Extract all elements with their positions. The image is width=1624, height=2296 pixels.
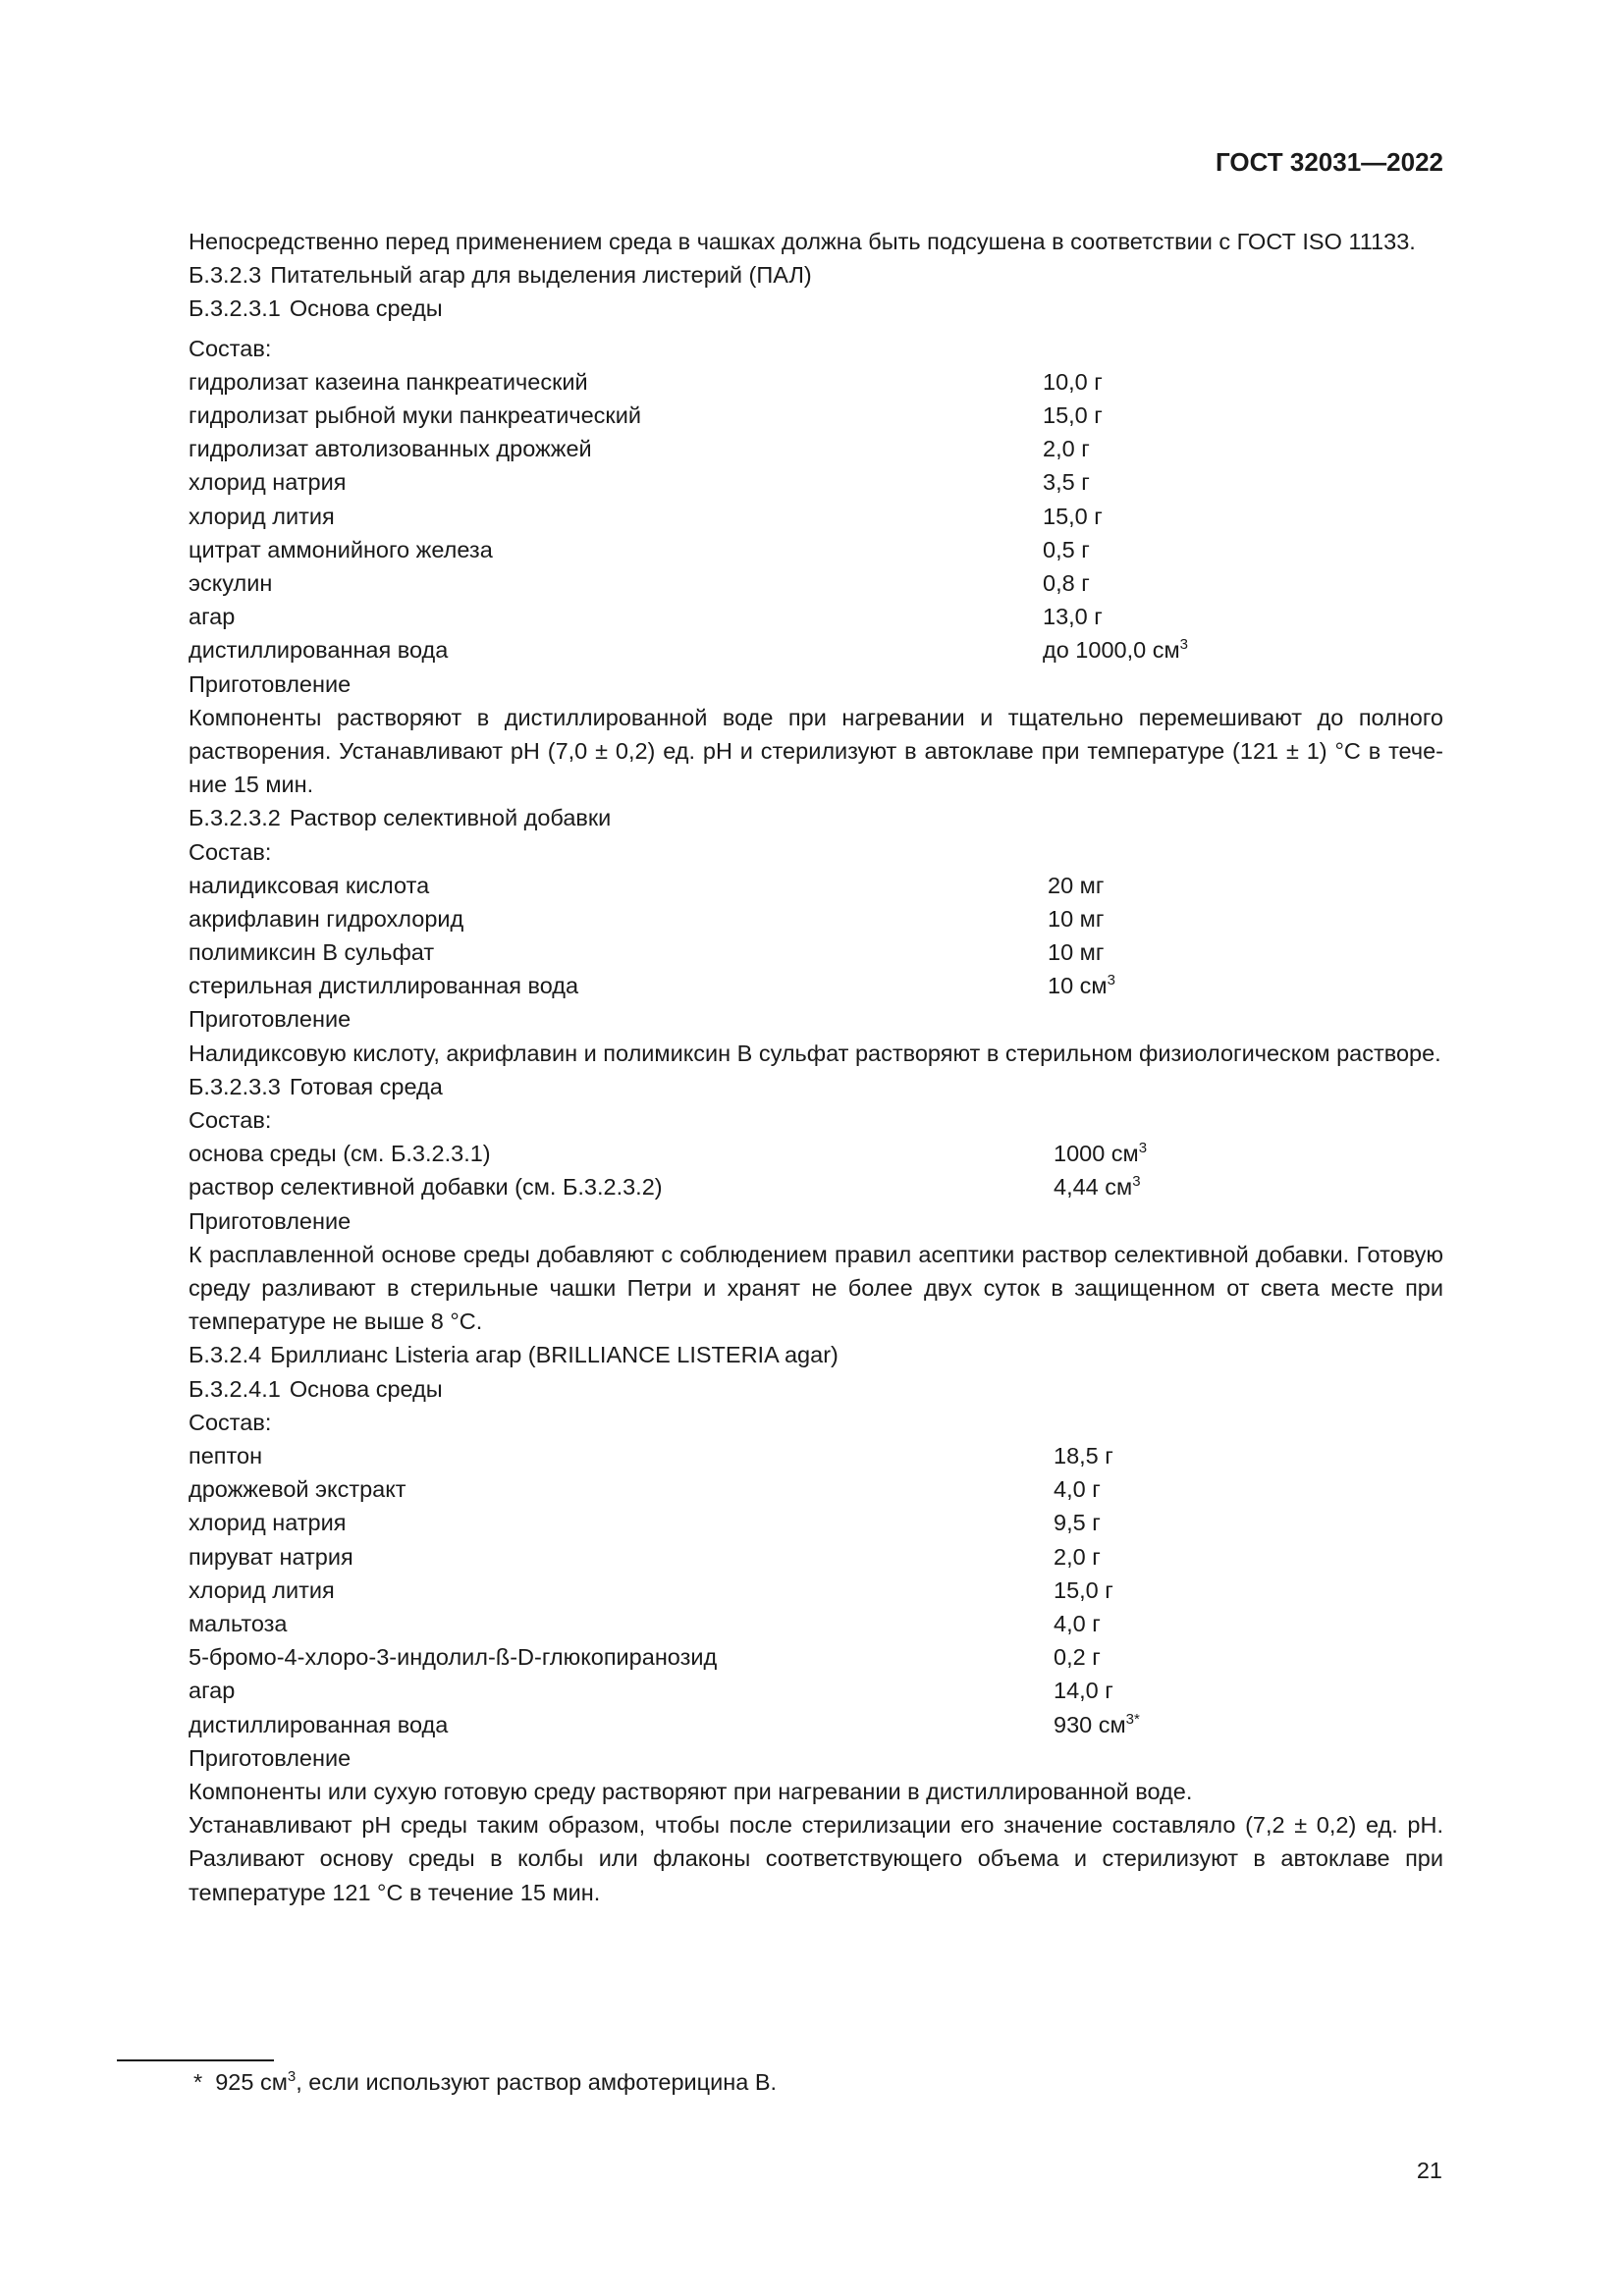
- ingredient-row: [118, 365, 1443, 399]
- ingredient-row: [118, 1472, 1443, 1506]
- amount-value: 930 см: [1054, 1711, 1126, 1737]
- ingredient-row: [118, 1674, 1443, 1707]
- dot-leader: [272, 566, 1043, 600]
- ingredient-name: цитрат аммонийного железа: [189, 536, 493, 562]
- ingredient-list: [118, 1137, 1443, 1203]
- ingredient-amount: [1043, 533, 1443, 566]
- ingredient-leader: [189, 1506, 1054, 1539]
- composition-label: Состав:: [189, 838, 272, 865]
- ingredient-leader: [189, 432, 1043, 465]
- amount-value: 0,2 г: [1054, 1644, 1101, 1671]
- ingredient-amount: [1043, 500, 1443, 533]
- ingredient-row: [118, 1506, 1443, 1539]
- amount-value: 18,5 г: [1054, 1443, 1113, 1469]
- ingredient-amount: [1054, 1607, 1443, 1640]
- amount-value: 15,0 г: [1054, 1576, 1113, 1603]
- dot-leader: [448, 633, 1043, 667]
- ingredient-list: [118, 1439, 1443, 1741]
- ingredient-amount: [1043, 566, 1443, 600]
- amount-superscript: 3: [1132, 1173, 1141, 1191]
- amount-value: 3,5 г: [1043, 469, 1090, 496]
- ingredient-row: [118, 902, 1443, 935]
- ingredient-amount: [1043, 432, 1443, 465]
- standard-number: ГОСТ 32031—2022: [1216, 147, 1443, 177]
- ingredient-row: [118, 533, 1443, 566]
- ingredient-amount: [1054, 1137, 1443, 1170]
- ingredient-name: полимиксин В сульфат: [189, 939, 435, 966]
- amount-superscript: 3: [1179, 636, 1188, 654]
- dot-leader: [493, 533, 1043, 566]
- subsection-title: Раствор селективной добавки: [289, 805, 612, 831]
- dot-leader: [491, 1137, 1054, 1170]
- ingredient-name: эскулин: [189, 569, 273, 596]
- ingredient-amount: [1054, 1439, 1443, 1472]
- ingredient-leader: [189, 566, 1043, 600]
- ingredient-name: хлорид натрия: [189, 469, 347, 496]
- ingredient-amount: [1043, 633, 1443, 667]
- ingredient-name: хлорид натрия: [189, 1510, 347, 1536]
- ingredient-name: раствор селективной добавки (см. Б.3.2.3.2): [189, 1174, 663, 1201]
- ingredient-leader: [189, 1540, 1054, 1574]
- ingredient-name: дрожжевой экстракт: [189, 1476, 406, 1503]
- subsection-title: Основа среды: [289, 1375, 443, 1402]
- subsection-number: Б.3.2.3.1: [189, 295, 281, 322]
- dot-leader: [346, 465, 1043, 499]
- section-number: Б.3.2.3: [189, 262, 262, 289]
- amount-value: 20 мг: [1048, 872, 1105, 898]
- preparation-text: Компоненты или сухую готовую среду растворяют при нагревании в дистиллированной воде.: [189, 1778, 1193, 1804]
- dot-leader: [578, 969, 1048, 1002]
- amount-superscript: 3: [1138, 1140, 1148, 1157]
- intro-paragraph: Непосредственно перед применением среда в чашках должна быть подсушена в соответствии с ГОСТ ISO 11133.: [189, 229, 1416, 254]
- amount-value: 4,0 г: [1054, 1476, 1101, 1503]
- ingredient-leader: [189, 1607, 1054, 1640]
- preparation-text: Компоненты растворяют в дистиллированной воде при нагревании и тщательно перемешивают до полного растворения. Устанавливают pH (7,0 ± 0,2) ед. pH и стерилизуют в автоклаве при температуре (121 ± 1) °С в тече-ние 15 мин.: [189, 704, 1443, 798]
- ingredient-row: [118, 465, 1443, 499]
- ingredient-row: [118, 566, 1443, 600]
- preparation-label: Приготовление: [189, 1744, 352, 1771]
- ingredient-list: [118, 869, 1443, 1003]
- ingredient-leader: [189, 600, 1043, 633]
- composition-label: Состав:: [189, 1107, 272, 1134]
- footnote-text: , если используют раствор амфотерицина В.: [296, 2069, 778, 2095]
- footnote-divider: [117, 2059, 274, 2061]
- ingredient-row: [118, 432, 1443, 465]
- ingredient-leader: [189, 1472, 1054, 1506]
- footnote-superscript: 3: [287, 2068, 297, 2085]
- section-title: Бриллианс Listeria агар (BRILLIANCE LISTERIA agar): [270, 1342, 839, 1368]
- ingredient-leader: [189, 1574, 1054, 1607]
- dot-leader: [717, 1640, 1054, 1674]
- amount-value: 10 см: [1048, 973, 1108, 999]
- footnote-marker: *: [193, 2069, 203, 2095]
- ingredient-amount: [1054, 1472, 1443, 1506]
- preparation-label: Приготовление: [189, 670, 352, 697]
- ingredient-name: гидролизат рыбной муки панкреатический: [189, 402, 641, 428]
- ingredient-amount: [1054, 1540, 1443, 1574]
- ingredient-row: [118, 600, 1443, 633]
- ingredient-row: [118, 1439, 1443, 1472]
- amount-value: 15,0 г: [1043, 402, 1103, 428]
- ingredient-row: [118, 1640, 1443, 1674]
- ingredient-leader: [189, 1439, 1054, 1472]
- ingredient-amount: [1048, 869, 1443, 902]
- amount-value: 2,0 г: [1043, 436, 1090, 462]
- ingredient-amount: [1043, 365, 1443, 399]
- subsection-heading: [118, 1372, 1443, 1406]
- ingredient-leader: [189, 969, 1048, 1002]
- ingredient-name: стерильная дистиллированная вода: [189, 973, 579, 999]
- amount-value: 9,5 г: [1054, 1510, 1101, 1536]
- subsection-number: Б.3.2.4.1: [189, 1375, 281, 1402]
- ingredient-name: основа среды (см. Б.3.2.3.1): [189, 1141, 491, 1167]
- ingredient-name: гидролизат казеина панкреатический: [189, 368, 588, 395]
- dot-leader: [641, 399, 1043, 432]
- amount-value: 10 мг: [1048, 905, 1105, 932]
- ingredient-row: [118, 1170, 1443, 1203]
- dot-leader: [235, 600, 1043, 633]
- ingredient-amount: [1043, 465, 1443, 499]
- ingredient-leader: [189, 1640, 1054, 1674]
- ingredient-leader: [189, 1708, 1054, 1741]
- preparation-text: К расплавленной основе среды добавляют с соблюдением правил асептики раствор селективной добавки. Готовую среду разливают в стерильные чашки Петри и хранят не более двух суток в защищенном от света месте при температуре не выше 8 °С.: [189, 1241, 1443, 1335]
- ingredient-leader: [189, 935, 1048, 969]
- ingredient-leader: [189, 1170, 1054, 1203]
- ingredient-name: налидиксовая кислота: [189, 872, 430, 898]
- ingredient-leader: [189, 1674, 1054, 1707]
- ingredient-leader: [189, 500, 1043, 533]
- ingredient-amount: [1054, 1506, 1443, 1539]
- subsection-heading: [118, 1070, 1443, 1103]
- amount-value: до 1000,0 см: [1043, 637, 1180, 664]
- ingredient-row: [118, 399, 1443, 432]
- dot-leader: [406, 1472, 1054, 1506]
- preparation-label: Приготовление: [189, 1207, 352, 1234]
- ingredient-row: [118, 1574, 1443, 1607]
- amount-value: 14,0 г: [1054, 1678, 1113, 1704]
- composition-label: Состав:: [189, 335, 272, 361]
- ingredient-name: акрифлавин гидрохлорид: [189, 905, 464, 932]
- amount-superscript: 3*: [1125, 1710, 1140, 1728]
- subsection-number: Б.3.2.3.3: [189, 1073, 281, 1099]
- page-number: 21: [1416, 2158, 1442, 2183]
- ingredient-amount: [1043, 399, 1443, 432]
- preparation-label: Приготовление: [189, 1006, 352, 1033]
- ingredient-row: [118, 1607, 1443, 1640]
- ingredient-row: [118, 633, 1443, 667]
- ingredient-amount: [1054, 1640, 1443, 1674]
- dot-leader: [346, 1506, 1054, 1539]
- subsection-number: Б.3.2.3.2: [189, 805, 281, 831]
- amount-value: 2,0 г: [1054, 1543, 1101, 1570]
- dot-leader: [588, 365, 1043, 399]
- dot-leader: [235, 1674, 1054, 1707]
- dot-leader: [353, 1540, 1054, 1574]
- dot-leader: [448, 1708, 1054, 1741]
- amount-value: 4,44 см: [1054, 1174, 1133, 1201]
- ingredient-name: пируват натрия: [189, 1543, 353, 1570]
- section-heading: [118, 1338, 1443, 1371]
- subsection-heading: [118, 292, 1443, 325]
- ingredient-amount: [1054, 1674, 1443, 1707]
- preparation-text: Устанавливают pH среды таким образом, чтобы после стерилизации его значение составляло (7,2 ± 0,2) ед. pH. Разливают основу среды в колбы или флаконы соответствующего объема и стерилизуют в автоклаве при температуре 121 °С в течение 15 мин.: [189, 1812, 1443, 1905]
- ingredient-row: [118, 1708, 1443, 1741]
- ingredient-row: [118, 869, 1443, 902]
- ingredient-name: агар: [189, 604, 236, 630]
- ingredient-amount: [1054, 1708, 1443, 1741]
- amount-value: 0,5 г: [1043, 536, 1090, 562]
- ingredient-name: 5-бромо-4-хлоро-3-индолил-ß-D-глюкопиранозид: [189, 1644, 718, 1671]
- ingredient-name: пептон: [189, 1443, 263, 1469]
- document-body: [118, 225, 1443, 1909]
- ingredient-leader: [189, 533, 1043, 566]
- dot-leader: [663, 1170, 1054, 1203]
- dot-leader: [429, 869, 1048, 902]
- section-number: Б.3.2.4: [189, 1342, 262, 1368]
- dot-leader: [262, 1439, 1054, 1472]
- dot-leader: [288, 1607, 1055, 1640]
- preparation-text: Налидиксовую кислоту, акрифлавин и полимиксин В сульфат растворяют в стерильном физиологическом растворе.: [189, 1040, 1441, 1066]
- ingredient-leader: [189, 1137, 1054, 1170]
- ingredient-leader: [189, 633, 1043, 667]
- ingredient-name: гидролизат автолизованных дрожжей: [189, 436, 592, 462]
- ingredient-row: [118, 500, 1443, 533]
- ingredient-row: [118, 1540, 1443, 1574]
- ingredient-amount: [1054, 1170, 1443, 1203]
- subsection-title: Готовая среда: [289, 1073, 443, 1099]
- amount-value: 0,8 г: [1043, 569, 1090, 596]
- section-title: Питательный агар для выделения листерий (ПАЛ): [270, 262, 812, 289]
- ingredient-amount: [1048, 969, 1443, 1002]
- section-heading: [118, 258, 1443, 292]
- amount-value: 10 мг: [1048, 939, 1105, 966]
- dot-leader: [592, 432, 1043, 465]
- composition-label: Состав:: [189, 1409, 272, 1435]
- ingredient-leader: [189, 365, 1043, 399]
- subsection-heading: [118, 801, 1443, 834]
- amount-value: 13,0 г: [1043, 604, 1103, 630]
- amount-value: 15,0 г: [1043, 503, 1103, 529]
- ingredient-name: хлорид лития: [189, 1576, 335, 1603]
- ingredient-leader: [189, 869, 1048, 902]
- ingredient-list: [118, 365, 1443, 667]
- ingredient-amount: [1048, 902, 1443, 935]
- ingredient-row: [118, 969, 1443, 1002]
- ingredient-leader: [189, 902, 1048, 935]
- dot-leader: [434, 935, 1048, 969]
- ingredient-amount: [1054, 1574, 1443, 1607]
- ingredient-name: дистиллированная вода: [189, 1711, 449, 1737]
- ingredient-row: [118, 935, 1443, 969]
- amount-superscript: 3: [1107, 972, 1115, 989]
- amount-value: 1000 см: [1054, 1141, 1139, 1167]
- ingredient-leader: [189, 465, 1043, 499]
- ingredient-amount: [1043, 600, 1443, 633]
- dot-leader: [463, 902, 1048, 935]
- amount-value: 4,0 г: [1054, 1611, 1101, 1637]
- ingredient-name: мальтоза: [189, 1611, 288, 1637]
- ingredient-amount: [1048, 935, 1443, 969]
- dot-leader: [335, 500, 1043, 533]
- ingredient-name: хлорид лития: [189, 503, 335, 529]
- footnote: [193, 2069, 777, 2096]
- ingredient-leader: [189, 399, 1043, 432]
- ingredient-name: агар: [189, 1678, 236, 1704]
- subsection-title: Основа среды: [289, 295, 443, 322]
- ingredient-name: дистиллированная вода: [189, 637, 449, 664]
- footnote-value: 925 см: [215, 2069, 288, 2095]
- amount-value: 10,0 г: [1043, 368, 1103, 395]
- dot-leader: [335, 1574, 1054, 1607]
- ingredient-row: [118, 1137, 1443, 1170]
